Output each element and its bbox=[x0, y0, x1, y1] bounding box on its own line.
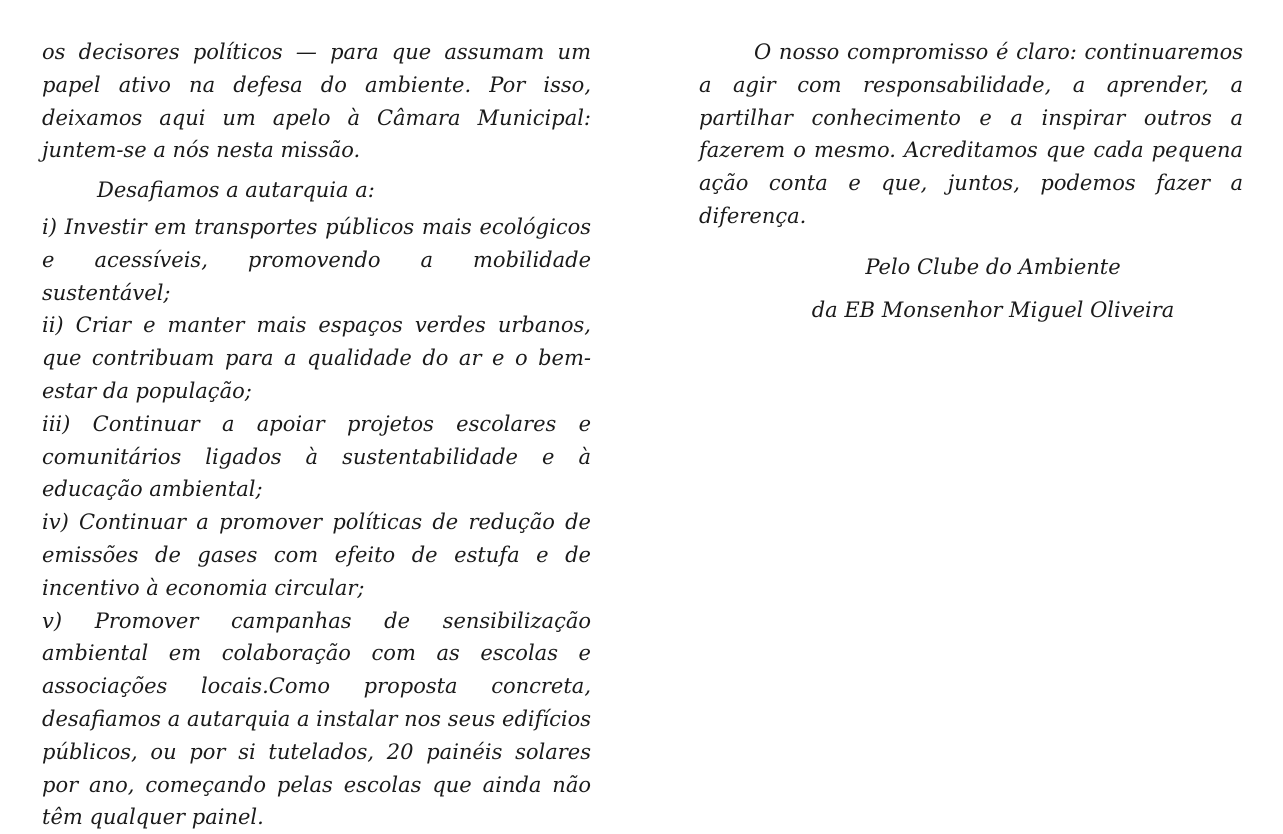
signature-line-2: da EB Monsenhor Miguel Oliveira bbox=[811, 298, 1175, 322]
challenge-intro: Desafiamos a autarquia a: bbox=[97, 178, 375, 203]
left-column bbox=[42, 36, 591, 834]
list-item-iii: iii) Continuar a apoiar projetos escolares e comunitários ligados à sustentabilidade e à educação ambiental; bbox=[42, 411, 591, 502]
right-column bbox=[699, 36, 1243, 233]
list-item-v: v) Promover campanhas de sensibilização ambiental em colaboração com as escolas e associações locais.Como proposta concreta, desafiamos a autarquia a instalar nos seus edifícios públicos, ou por si tutelados, 20 painéis solares por ano, começando pelas escolas que ainda não têm qualquer painel. bbox=[42, 608, 591, 830]
signature-line-1: Pelo Clube do Ambiente bbox=[865, 255, 1121, 279]
list-item-i: i) Investir em transportes públicos mais ecológicos e acessíveis, promovendo a mobilidade sustentável; bbox=[42, 214, 591, 305]
list-item-ii: ii) Criar e manter mais espaços verdes urbanos, que contribuam para a qualidade do ar e o bem-estar da população; bbox=[42, 313, 591, 403]
opening-paragraph: os decisores políticos — para que assumam um papel ativo na defesa do ambiente. Por isso, deixamos aqui um apelo à Câmara Municipal: juntem-se a nós nesta missão. bbox=[42, 40, 591, 163]
list-item-iv: iv) Continuar a promover políticas de redução de emissões de gases com efeito de estufa e de incentivo à economia circular; bbox=[42, 510, 591, 600]
commitment-paragraph: O nosso compromisso é claro: continuaremos a agir com responsabilidade, a aprender, a partilhar conhecimento e a inspirar outros a fazerem o mesmo. Acreditamos que cada pequena ação conta e que, juntos, podemos fazer a diferença. bbox=[699, 40, 1243, 228]
